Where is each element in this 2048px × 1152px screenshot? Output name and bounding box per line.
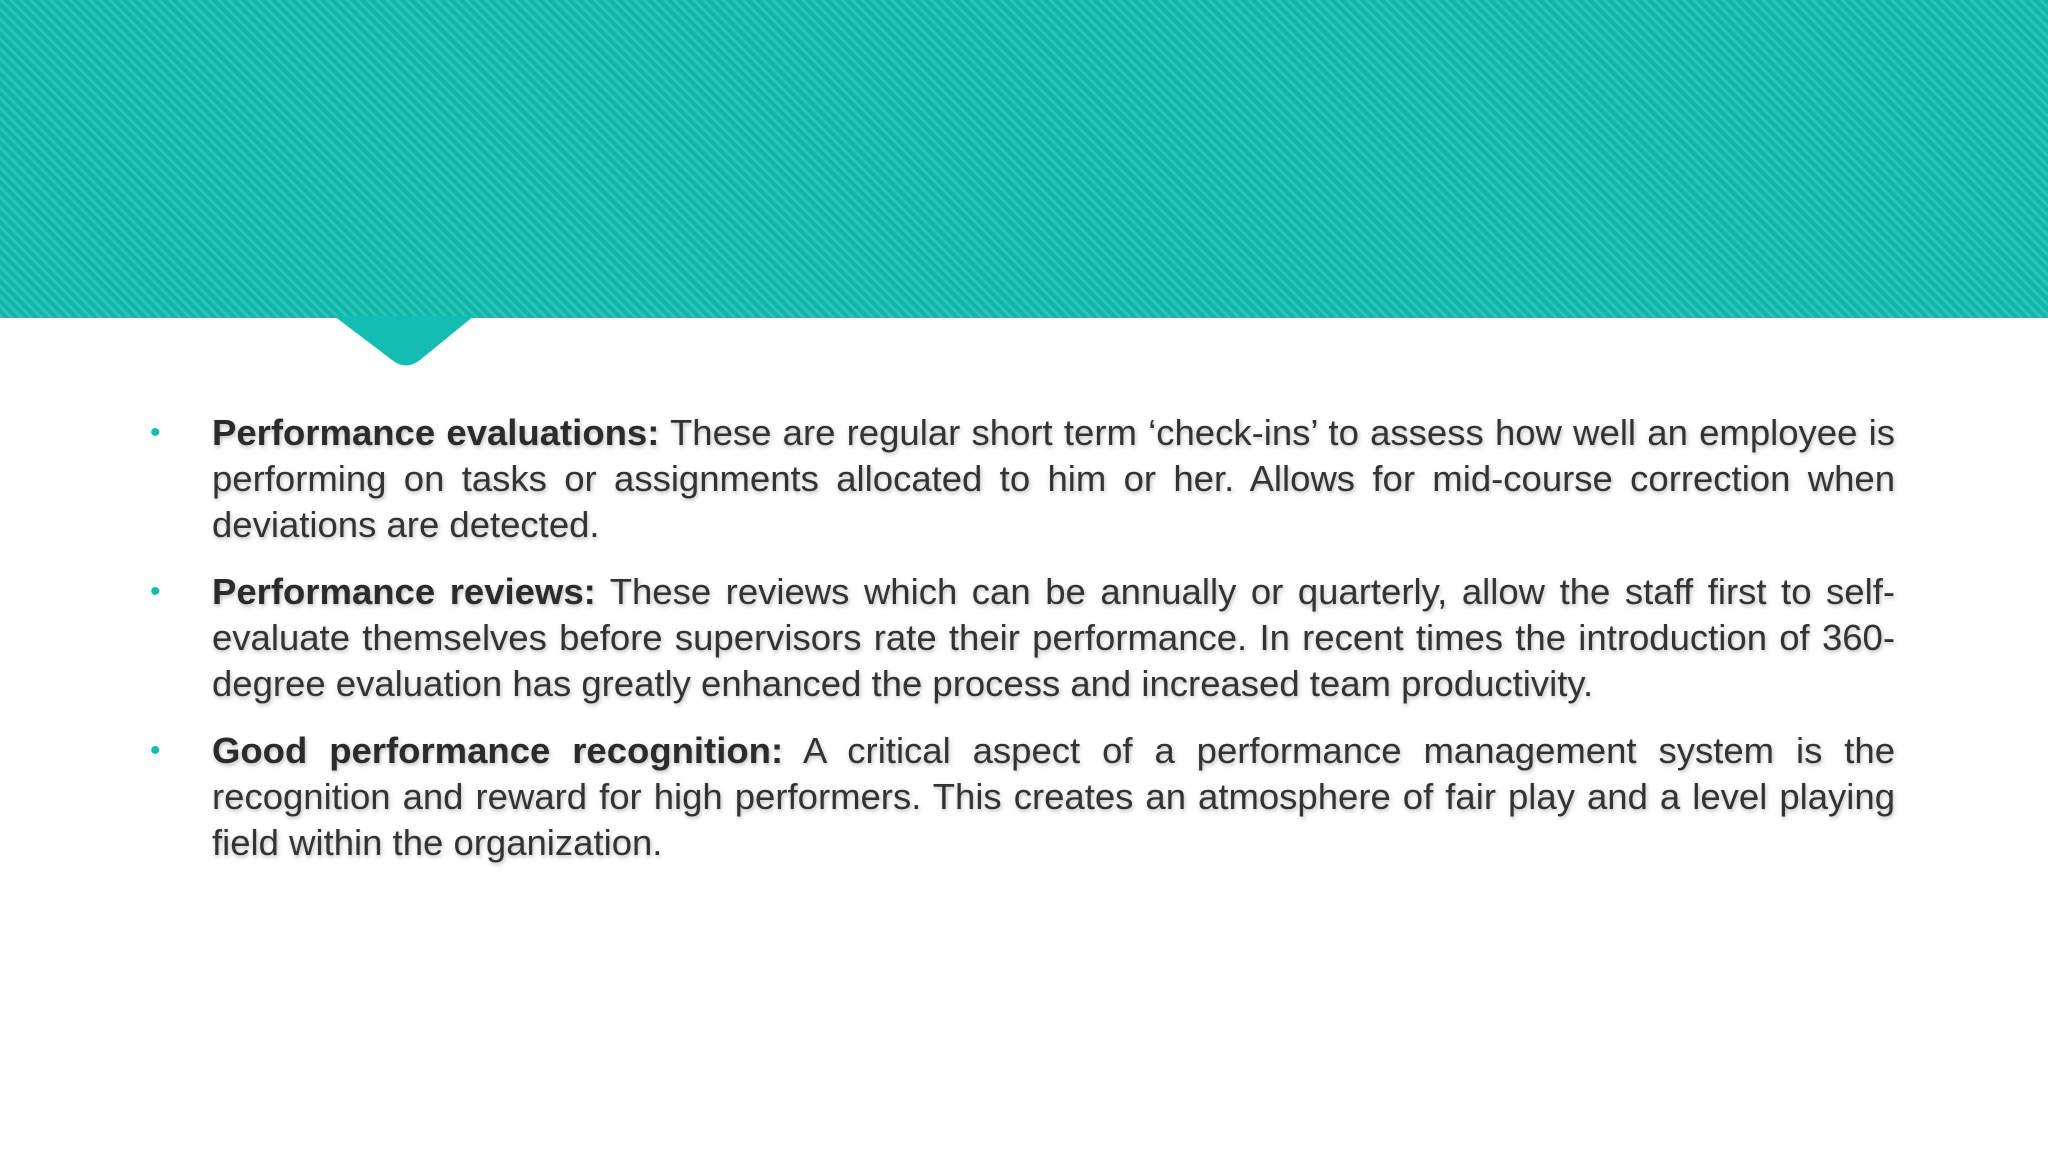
bullet-dot-icon: •: [150, 575, 161, 608]
bullet-text: A critical aspect of a performance management system is the recognition and reward for high performers. This creates an atmosphere of fair play and a level playing field within the organization.: [212, 730, 1895, 863]
bullet-dot-icon: •: [150, 416, 161, 449]
bullet-item-performance-evaluations: [150, 410, 1895, 548]
bullet-list: [150, 410, 1895, 887]
bullet-dot-icon: •: [150, 734, 161, 767]
bullet-item-performance-reviews: [150, 569, 1895, 707]
bullet-text: These reviews which can be annually or quarterly, allow the staff first to self-evaluate themselves before supervisors rate their performance. In recent times the introduction of 360-degree evaluation has greatly enhanced the process and increased team productivity.: [212, 571, 1895, 704]
bullet-item-good-performance-recognition: [150, 728, 1895, 866]
header-pointer-notch: [0, 316, 2048, 376]
bullet-term: Performance evaluations:: [212, 412, 660, 453]
header-band: [0, 0, 2048, 318]
bullet-term: Performance reviews:: [212, 571, 596, 612]
bullet-text: These are regular short term ‘check-ins’ to assess how well an employee is performing on tasks or assignments allocated to him or her. Allows for mid-course correction when deviations are detected.: [212, 412, 1895, 545]
bullet-term: Good performance recognition:: [212, 730, 784, 771]
